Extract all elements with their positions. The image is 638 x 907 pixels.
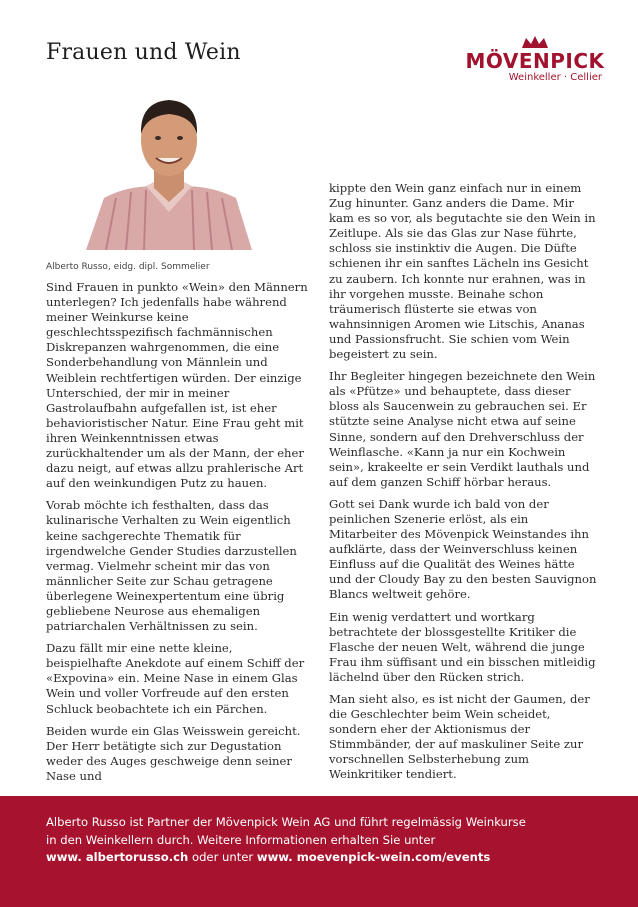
footer-connector: oder unter (188, 850, 257, 864)
paragraph: Gott sei Dank wurde ich bald von der peinlichen Szenerie erlöst, als ein Mitarbeiter des Mövenpick Weinstandes ihn aufklärte, dass der Weinverschluss keinen Einfluss auf die Qualität des Weines hätte und der Cloudy Bay zu den besten Sauvignon Blancs weltweit gehöre. (329, 496, 597, 602)
paragraph: kippte den Wein ganz einfach nur in einem Zug hinunter. Ganz anders die Dame. Mir kam es so vor, als begutachte sie den Wein in Zeitlupe. Als sie das Glas zur Nase führte, schloss sie instinktiv die Augen. Die Düfte schienen ihr ein sanftes Lächeln ins Gesicht zu zaubern. Ich konnte nur erahnen, was in ihr vorgehen musste. Beinahe schon träumerisch flüsterte sie etwas von wahnsinnigen Aromen wie Litschis, Ananas und Passionsfrucht. Sie schien vom Wein begeistert zu sein. (329, 181, 596, 362)
paragraph: Ein wenig verdattert und wortkarg betrachtete der blossgestellte Kritiker die Flasche der neuen Welt, während die junge Frau ihm süffisant und ein bisschen mitleidig lächelnd über den Rücken strich. (329, 609, 596, 684)
footer-line-2: in den Weinkellern durch. Weitere Informationen erhalten Sie unter (46, 832, 436, 847)
portrait-icon (46, 90, 292, 250)
logo-subtitle: Weinkeller · Cellier (508, 72, 602, 83)
crown-icon (520, 34, 550, 50)
footer-line-1: Alberto Russo ist Partner der Mövenpick Wein AG und führt regelmässig Weinkurse (46, 815, 526, 829)
footer-banner (0, 796, 638, 907)
link-albertorusso[interactable]: www. albertorusso.ch (46, 850, 189, 864)
paragraph: Sind Frauen in punkto «Wein» den Männern unterlegen? Ich jedenfalls habe während meiner Weinkurse keine geschlechtsspezifisch fachmännischen Diskrepanzen wahrgenommen, die eine Sonderbehandlung von Männlein und Weiblein rechtfertigen würden. Der einzige Unterschied, der mir in meiner Gastrolaufbahn aufgefallen ist, ist eher behavioristischer Natur. Eine Frau geht mit ihren Weinkenntnissen etwas zurückhaltender um als der Mann, der eher dazu neigt, auf etwas allzu prahlerische Art auf den weinkundigen Putz zu hauen. (46, 280, 308, 491)
paragraph: Vorab möchte ich festhalten, dass das kulinarische Verhalten zu Wein eigentlich keine sachgerechte Thematik für irgendwelche Gender Studies darzustellen vermag. Vielmehr scheint mir das von männlicher Seite zur Schau getragene überlegene Weinexpertentum eine übrig gebliebene Neurose aus ehemaligen patriarchalen Verhältnissen zu sein. (46, 498, 297, 634)
page-title: Frauen und Wein (46, 40, 241, 65)
article-column-right (329, 181, 597, 790)
article-column-left (46, 280, 310, 791)
paragraph: Ihr Begleiter hingegen bezeichnete den Wein als «Pfütze» und behauptete, dass dieser bloss als Saucenwein zu gebrauchen sei. Er stützte seine Analyse nicht etwa auf seine Sinne, sondern auf den Drehverschluss der Weinflasche. «Kann ja nur ein Kochwein sein», krakeelte er sein Verdikt lauthals und auf dem ganzen Schiff hörbar heraus. (329, 369, 596, 489)
photo-caption: Alberto Russo, eidg. dipl. Sommelier (46, 262, 210, 272)
brand-logo (460, 34, 610, 84)
paragraph: Dazu fällt mir eine nette kleine, beispielhafte Anekdote auf einem Schiff der «Expovina» ein. Meine Nase in einem Glas Wein und voller Vorfreude auf den ersten Schluck beobachtete ich ein Pärchen. (46, 641, 305, 716)
link-moevenpick[interactable]: www. moevenpick-wein.com/events (256, 850, 491, 864)
paragraph: Beiden wurde ein Glas Weisswein gereicht. Der Herr betätigte sich zur Degustation weder des Auges geschweige denn seiner Nase und (46, 723, 301, 783)
footer-text (46, 814, 606, 867)
paragraph: Man sieht also, es ist nicht der Gaumen, der die Geschlechter beim Wein scheidet, sondern eher der Aktionismus der Stimmbänder, der auf maskuliner Seite zur vorschnellen Selbsterhebung zum Weinkritiker tendiert. (329, 692, 590, 782)
logo-name: MÖVENPICK (465, 49, 605, 73)
portrait-photo (46, 90, 292, 250)
